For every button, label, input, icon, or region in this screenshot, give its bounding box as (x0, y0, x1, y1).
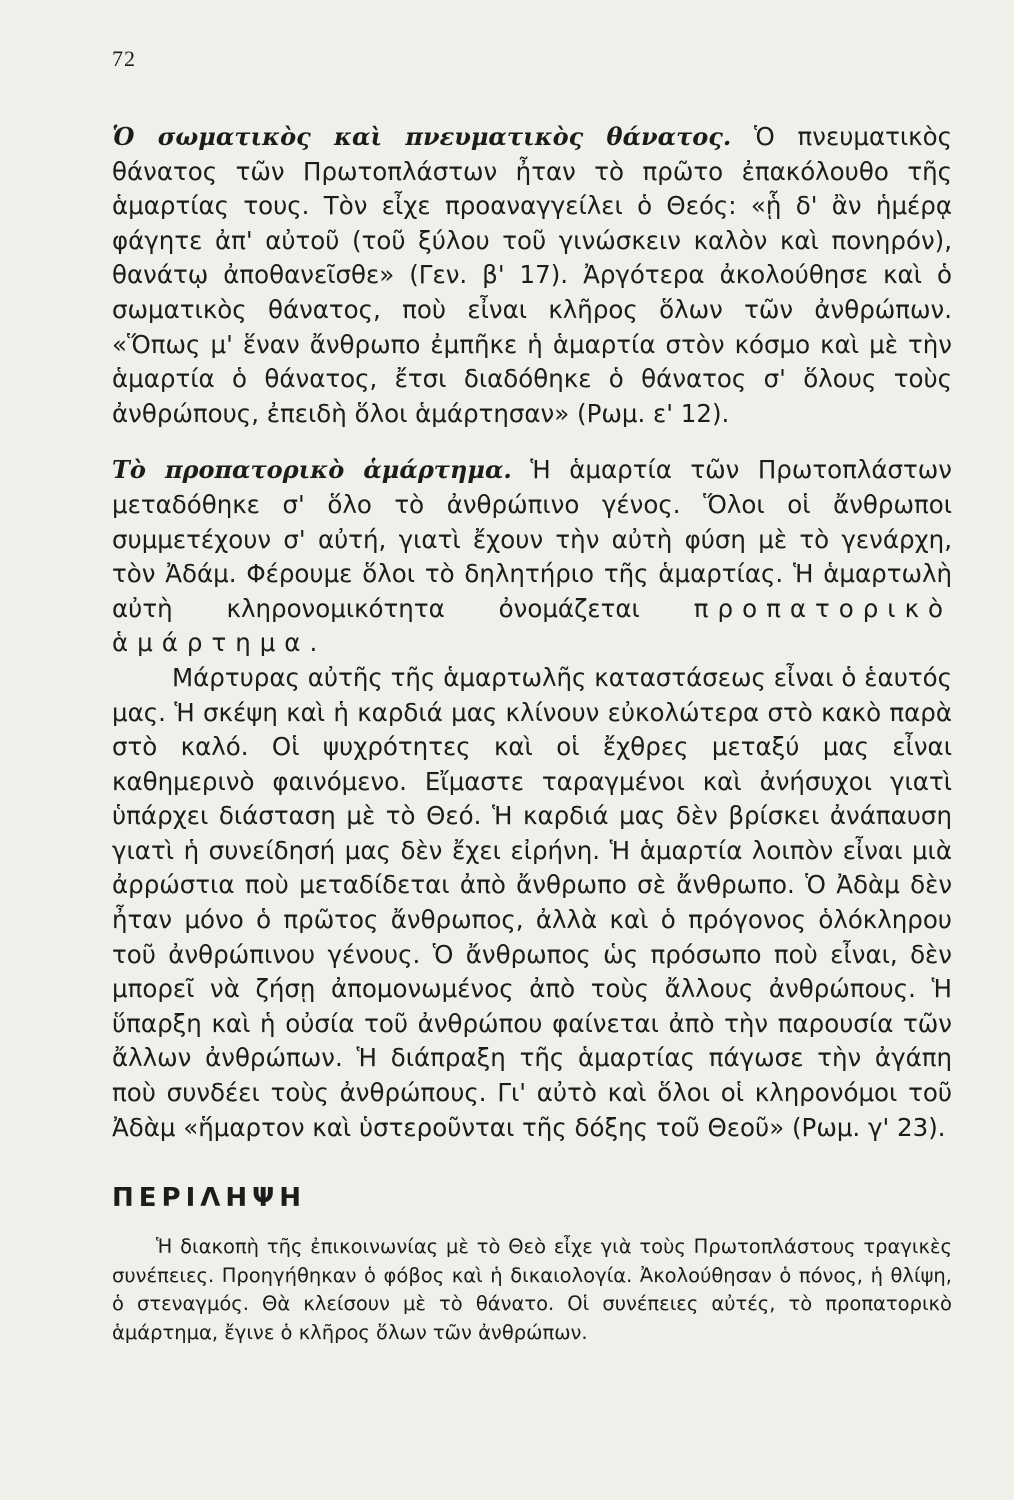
page-body (112, 120, 952, 1347)
paragraph-physical-spiritual-death (112, 120, 952, 431)
paragraph-text-end: . (309, 628, 318, 658)
paragraph-text: Μάρτυρας αὐτῆς τῆς ἁμαρτωλῆς καταστάσεως εἶναι ὁ ἑαυτός μας. Ἡ σκέψη καὶ ἡ καρδιά μας κλίνουν εὐκολώτερα στὸ κακὸ παρὰ στὸ καλό. Οἱ ψυχρότητες καὶ οἱ ἔχθρες μεταξύ μας εἶναι καθημερινὸ φαινόμενο. Εἴμαστε ταραγμένοι καὶ ἀνήσυχοι γιατὶ ὑπάρχει διάσταση μὲ τὸ Θεό. Ἡ καρδιά μας δὲν βρίσκει ἀνάπαυση γιατὶ ἡ συνείδησή μας δὲν ἔχει εἰρήνη. Ἡ ἁμαρτία λοιπὸν εἶναι μιὰ ἀρρώστια ποὺ μεταδίδεται ἀπὸ ἄνθρωπο σὲ ἄνθρωπο. Ὁ Ἀδὰμ δὲν ἦταν μόνο ὁ πρῶτος ἄνθρωπος, ἀλλὰ καὶ ὁ πρόγονος ὁλόκληρου τοῦ ἀνθρώπινου γένους. Ὁ ἄνθρωπος ὡς πρόσωπο ποὺ εἶναι, δὲν μπορεῖ νὰ ζήσῃ ἀπομονωμένος ἀπὸ τοὺς ἄλλους ἀνθρώπους. Ἡ ὕπαρξη καὶ ἡ οὐσία τοῦ ἀνθρώπου φαίνεται ἀπὸ τὴν παρουσία τῶν ἄλλων ἀνθρώπων. Ἡ διάπραξη τῆς ἁμαρτίας πάγωσε τὴν ἀγάπη ποὺ συνδέει τοὺς ἀνθρώπους. Γι' αὐτὸ καὶ ὅλοι οἱ κληρονόμοι τοῦ Ἀδὰμ «ἥμαρτον καὶ ὑστεροῦνται τῆς δόξης τοῦ Θεοῦ» (Ρωμ. γ' 23). (112, 662, 952, 1142)
paragraph-original-sin (112, 453, 952, 661)
section-heading-original-sin: Τὸ προπατορικὸ ἁμάρτημα. (112, 455, 512, 485)
paragraph-witness (112, 661, 952, 1145)
page-number: 72 (112, 46, 136, 71)
paragraph-text: Ὁ πνευματικὸς θάνατος τῶν Πρωτοπλάστων ἦταν τὸ πρῶτο ἐπακόλουθο τῆς ἁμαρτίας τους. Τὸν εἶχε προαναγγείλει ὁ Θεός: «ᾗ δ' ἂν ἡμέρᾳ φάγητε ἀπ' αὐτοῦ (τοῦ ξύλου τοῦ γινώσκειν καλὸν καὶ πονηρόν), θανάτῳ ἀποθανεῖσθε» (Γεν. β' 17). Ἀργότερα ἀκολούθησε καὶ ὁ σωματικὸς θάνατος, ποὺ εἶναι κλῆρος ὅλων τῶν ἀνθρώπων. «Ὅπως μ' ἕναν ἄνθρωπο ἐμπῆκε ἡ ἁμαρτία στὸν κόσμο καὶ μὲ τὴν ἁμαρτία ὁ θάνατος, ἔτσι διαδόθηκε ὁ θάνατος σ' ὅλους τοὺς ἀνθρώπους, ἐπειδὴ ὅλοι ἁμάρτησαν» (Ρωμ. ε' 12). (112, 122, 952, 428)
summary-text: Ἡ διακοπὴ τῆς ἐπικοινωνίας μὲ τὸ Θεὸ εἶχε γιὰ τοὺς Πρωτοπλάστους τραγικὲς συνέπειες. Προηγήθηκαν ὁ φόβος καὶ ἡ δικαιολογία. Ἀκολούθησαν ὁ πόνος, ἡ θλίψη, ὁ στεναγμός. Θὰ κλείσουν μὲ τὸ θάνατο. Οἱ συνέπειες αὐτές, τὸ προπατορικὸ ἁμάρτημα, ἔγινε ὁ κλῆρος ὅλων τῶν ἀνθρώπων. (112, 1235, 952, 1344)
section-heading-death: Ὁ σωματικὸς καὶ πνευματικὸς θάνατος. (112, 122, 732, 151)
paragraph-text: Ἡ ἁμαρτία τῶν Πρωτοπλάστων μεταδόθηκε σ' ὅλο τὸ ἀνθρώπινο γένος. Ὅλοι οἱ ἄνθρωποι συμμετέχουν σ' αὐτή, γιατὶ ἔχουν τὴν αὐτὴ φύση μὲ τὸ γενάρχη, τὸν Ἀδάμ. Φέρουμε ὅλοι τὸ δηλητήριο τῆς ἁμαρτίας. Ἡ ἁμαρτωλὴ αὐτὴ κληρονομικότητα ὀνομάζεται (112, 455, 952, 623)
emphasized-term: προπατορικὸ ἁμάρτημα (112, 593, 952, 658)
summary-title: ΠΕΡΙΛΗΨΗ (112, 1183, 306, 1214)
